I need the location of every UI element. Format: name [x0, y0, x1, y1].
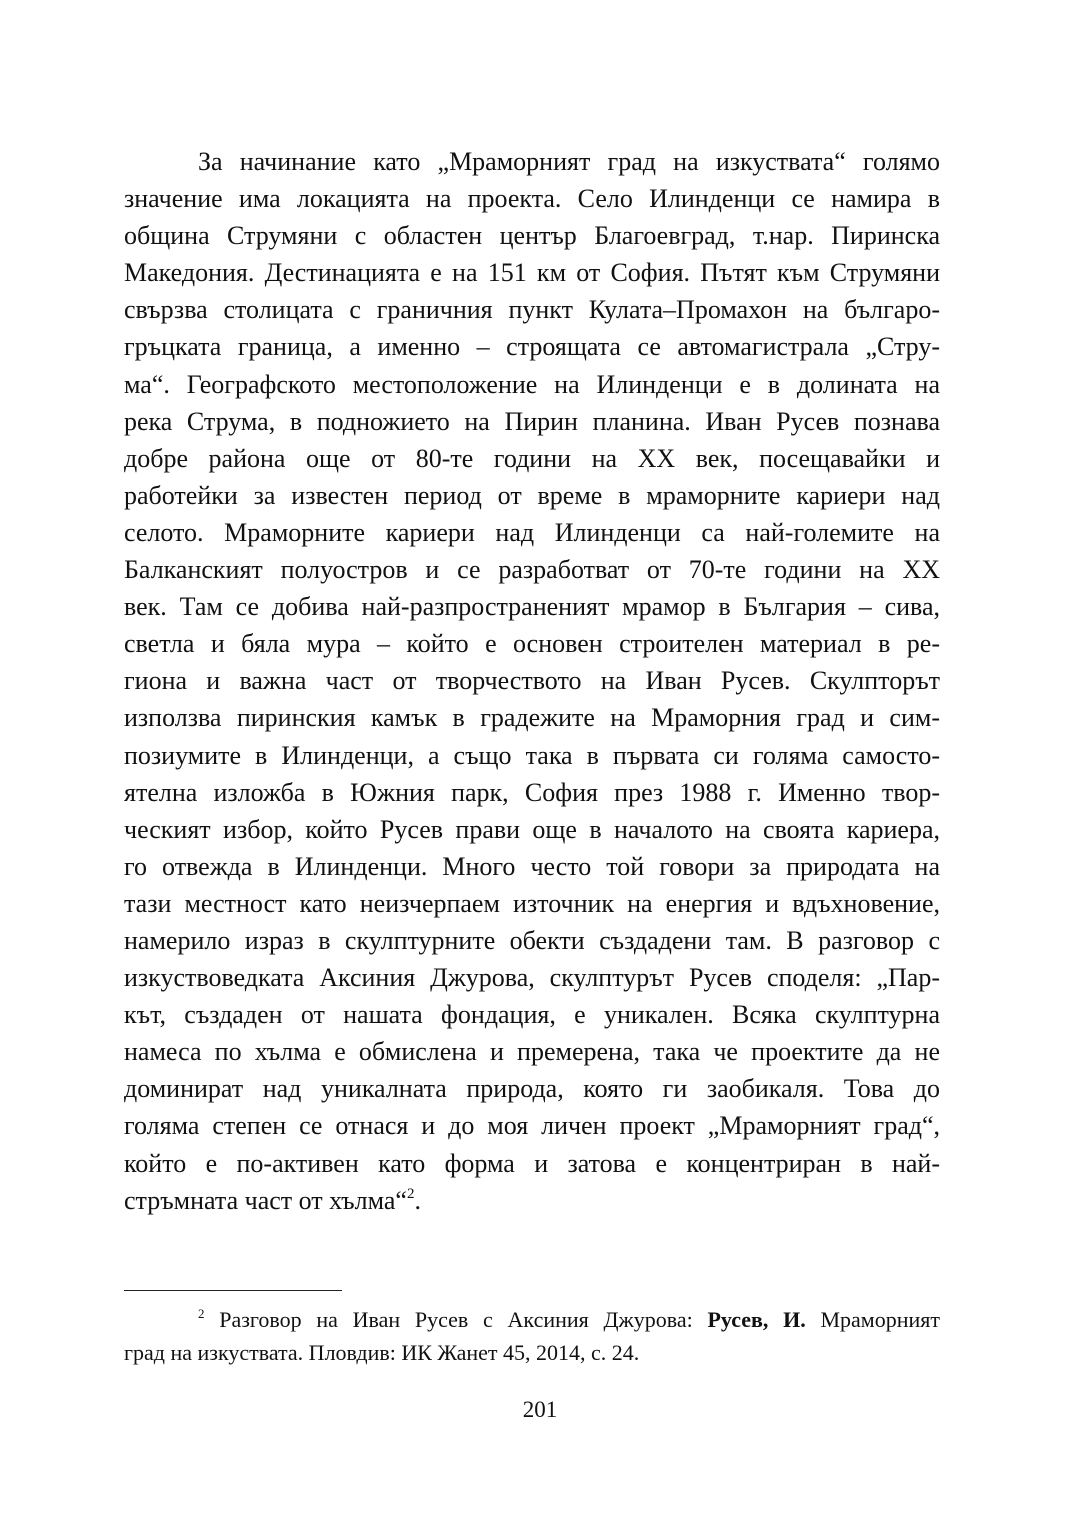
text-line-last	[124, 1182, 940, 1219]
text-line: добре района още от 80-те години на XX век, посещавайки и	[124, 443, 940, 473]
text-line: намерило израз в скулптурните обекти създадени там. В разговор с	[124, 925, 940, 955]
text-line: ческият избор, който Русев прави още в началото на своята кариера,	[124, 814, 940, 844]
text-line: доминират над уникалната природа, която ги заобикаля. Това до	[124, 1074, 940, 1104]
text-line: който е по-активен като форма и затова е концентриран в най-	[124, 1148, 940, 1178]
text-line: светла и бяла мура – който е основен строителен материал в ре-	[124, 629, 940, 659]
footnote	[124, 1304, 940, 1369]
footnote-separator	[124, 1290, 342, 1291]
text-line: селото. Мраморните кариери над Илинденци са най-големите на	[124, 517, 940, 547]
footnote-text-post: Мраморният	[805, 1307, 940, 1332]
text-line: намеса по хълма е обмислена и премерена, така че проектите да не	[124, 1037, 940, 1067]
text-line: работейки за известен период от време в мраморните кариери над	[124, 480, 940, 510]
text-line: гиона и важна част от творчеството на Иван Русев. Скулпторът	[124, 666, 940, 696]
text-line: гръцката граница, а именно – строящата се автомагистрала „Стру-	[124, 332, 940, 362]
text-line: свързва столицата с граничния пункт Кулата–Промахон на българо-	[124, 295, 940, 325]
footnote-marker: 2	[198, 1306, 205, 1321]
text-line: тази местност като неизчерпаем източник на енергия и вдъхновение,	[124, 888, 940, 918]
footnote-line: град на изкуствата. Пловдив: ИК Жанет 45, 2014, с. 24.	[124, 1339, 640, 1365]
text-line: ятелна изложба в Южния парк, София през 1988 г. Именно твор-	[124, 777, 940, 807]
text-line: ма“. Географското местоположение на Илинденци е в долината на	[124, 369, 940, 399]
page-number: 201	[522, 1397, 558, 1422]
text-line: кът, създаден от нашата фондация, е уникален. Всяка скулптурна	[124, 1000, 940, 1030]
last-line-text: стръмната част от хълма“	[124, 1185, 407, 1215]
text-line: изкуствоведката Аксиния Джурова, скулптурът Русев споделя: „Пар-	[124, 963, 940, 993]
footnote-reference[interactable]: 2	[406, 1185, 415, 1202]
text-line: За начинание като „Мраморният град на изкуствата“ голямо	[198, 147, 940, 176]
text-line: Македония. Дестинацията е на 151 км от София. Пътят към Струмяни	[124, 258, 940, 288]
text-line: използва пиринския камък в градежите на Мраморния град и сим-	[124, 703, 940, 733]
text-line: позиумите в Илинденци, а също така в първата си голяма самосто-	[124, 740, 940, 770]
text-line: век. Там се добива най-разпространеният мрамор в България – сива,	[124, 592, 940, 622]
footnote-text-pre: Разговор на Иван Русев с Аксиния Джурова:	[204, 1307, 708, 1332]
footnote-line	[124, 1304, 940, 1337]
text-line: Балканският полуостров и се разработват от 70-те години на XX	[124, 555, 940, 585]
text-line: община Струмяни с областен център Благоевград, т.нар. Пиринска	[124, 221, 940, 251]
text-line: значение има локацията на проекта. Село Илинденци се намира в	[124, 184, 940, 214]
text-line: го отвежда в Илинденци. Много често той говори за природата на	[124, 851, 940, 881]
text-line: река Струма, в подножието на Пирин планина. Иван Русев познава	[124, 406, 940, 436]
main-paragraph	[124, 143, 940, 1219]
text-line: голяма степен се отнася и до моя личен проект „Мраморният град“,	[124, 1111, 940, 1141]
last-line-end: .	[414, 1185, 421, 1215]
footnote-author: Русев, И.	[707, 1307, 806, 1332]
